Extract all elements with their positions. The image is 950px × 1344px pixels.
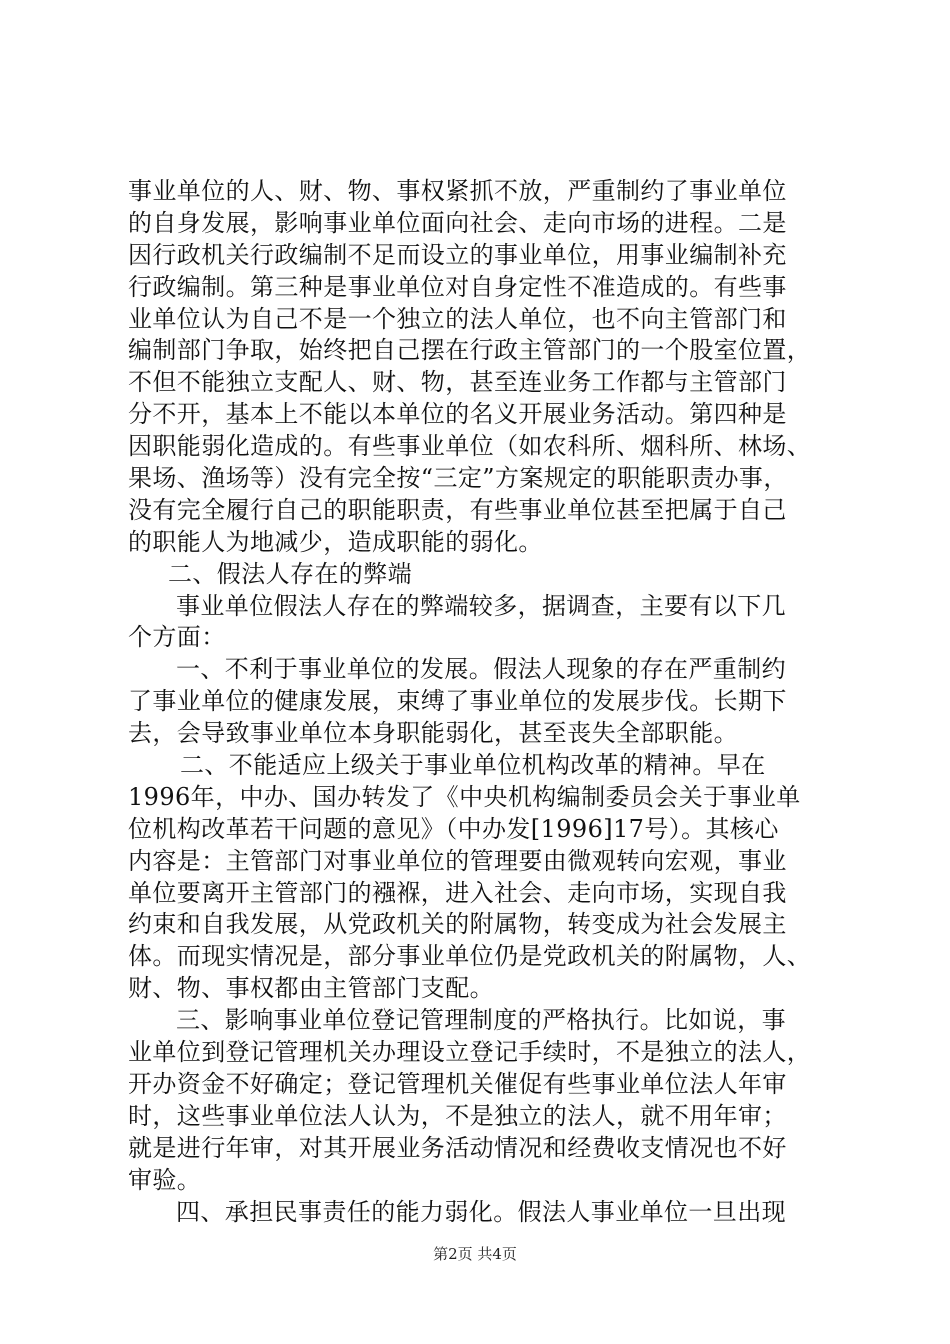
text-line: 体。而现实情况是，部分事业单位仍是党政机关的附属物，人、 [128,942,812,971]
text-line: 二、假法人存在的弊端 [168,559,412,588]
text-line: 就是进行年审，对其开展业务活动情况和经费收支情况也不好 [128,1133,787,1162]
text-line: 个方面： [128,623,226,652]
text-line: 业单位认为自己不是一个独立的法人单位，也不向主管部门和 [128,304,787,333]
text-line: 事业单位的人、财、物、事权紧抓不放，严重制约了事业单位 [128,177,787,205]
text-line: 因职能弱化造成的。有些事业单位（如农科所、烟科所、林场、 [128,432,812,461]
text-line: 开办资金不好确定；登记管理机关催促有些事业单位法人年审 [128,1069,787,1098]
text-line: 分不开，基本上不能以本单位的名义开展业务活动。第四种是 [128,400,787,429]
text-line: 编制部门争取，始终把自己摆在行政主管部门的一个股室位置， [128,336,812,365]
text-line: 约束和自我发展，从党政机关的附属物，转变成为社会发展主 [128,910,787,939]
document-body [128,176,832,1228]
text-line: 的自身发展，影响事业单位面向社会、走向市场的进程。二是 [128,208,787,237]
text-line: 了事业单位的健康发展，束缚了事业单位的发展步伐。长期下 [128,687,787,716]
text-line: 行政编制。第三种是事业单位对自身定性不准造成的。有些事 [128,272,787,301]
text-line: 事业单位假法人存在的弊端较多，据调查，主要有以下几 [176,591,786,620]
text-line: 三、影响事业单位登记管理制度的严格执行。比如说，事 [176,1006,786,1035]
text-line: 业单位到登记管理机关办理设立登记手续时，不是独立的法人， [128,1038,812,1067]
text-line: 因行政机关行政编制不足而设立的事业单位，用事业编制补充 [128,240,787,269]
text-line: 内容是：主管部门对事业单位的管理要由微观转向宏观，事业 [128,846,787,875]
text-line: 的职能人为地减少，造成职能的弱化。 [128,527,543,556]
text-line: 审验。 [128,1165,202,1194]
text-line: 1996年，中办、国办转发了《中央机构编制委员会关于事业单 [128,782,801,811]
text-line: 单位要离开主管部门的襁褓，进入社会、走向市场，实现自我 [128,878,787,907]
text-line: 去，会导致事业单位本身职能弱化，甚至丧失全部职能。 [128,719,738,748]
text-line: 财、物、事权都由主管部门支配。 [128,974,494,1003]
text-line: 二、不能适应上级关于事业单位机构改革的精神。早在 [180,751,766,780]
text-line: 四、承担民事责任的能力弱化。假法人事业单位一旦出现 [176,1197,786,1226]
text-line: 果场、渔场等）没有完全按“三定”方案规定的职能职责办事， [128,464,788,493]
text-line: 时，这些事业单位法人认为，不是独立的法人，就不用年审； [128,1101,787,1130]
text-line: 一、不利于事业单位的发展。假法人现象的存在严重制约 [176,655,786,684]
text-line: 没有完全履行自己的职能职责，有些事业单位甚至把属于自己 [128,495,787,524]
page-footer: 第2页 共4页 [433,1245,517,1263]
text-line: 不但不能独立支配人、财、物，甚至连业务工作都与主管部门 [128,368,787,397]
text-line: 位机构改革若干问题的意见》（中办发[1996]17号）。其核心 [128,814,779,843]
